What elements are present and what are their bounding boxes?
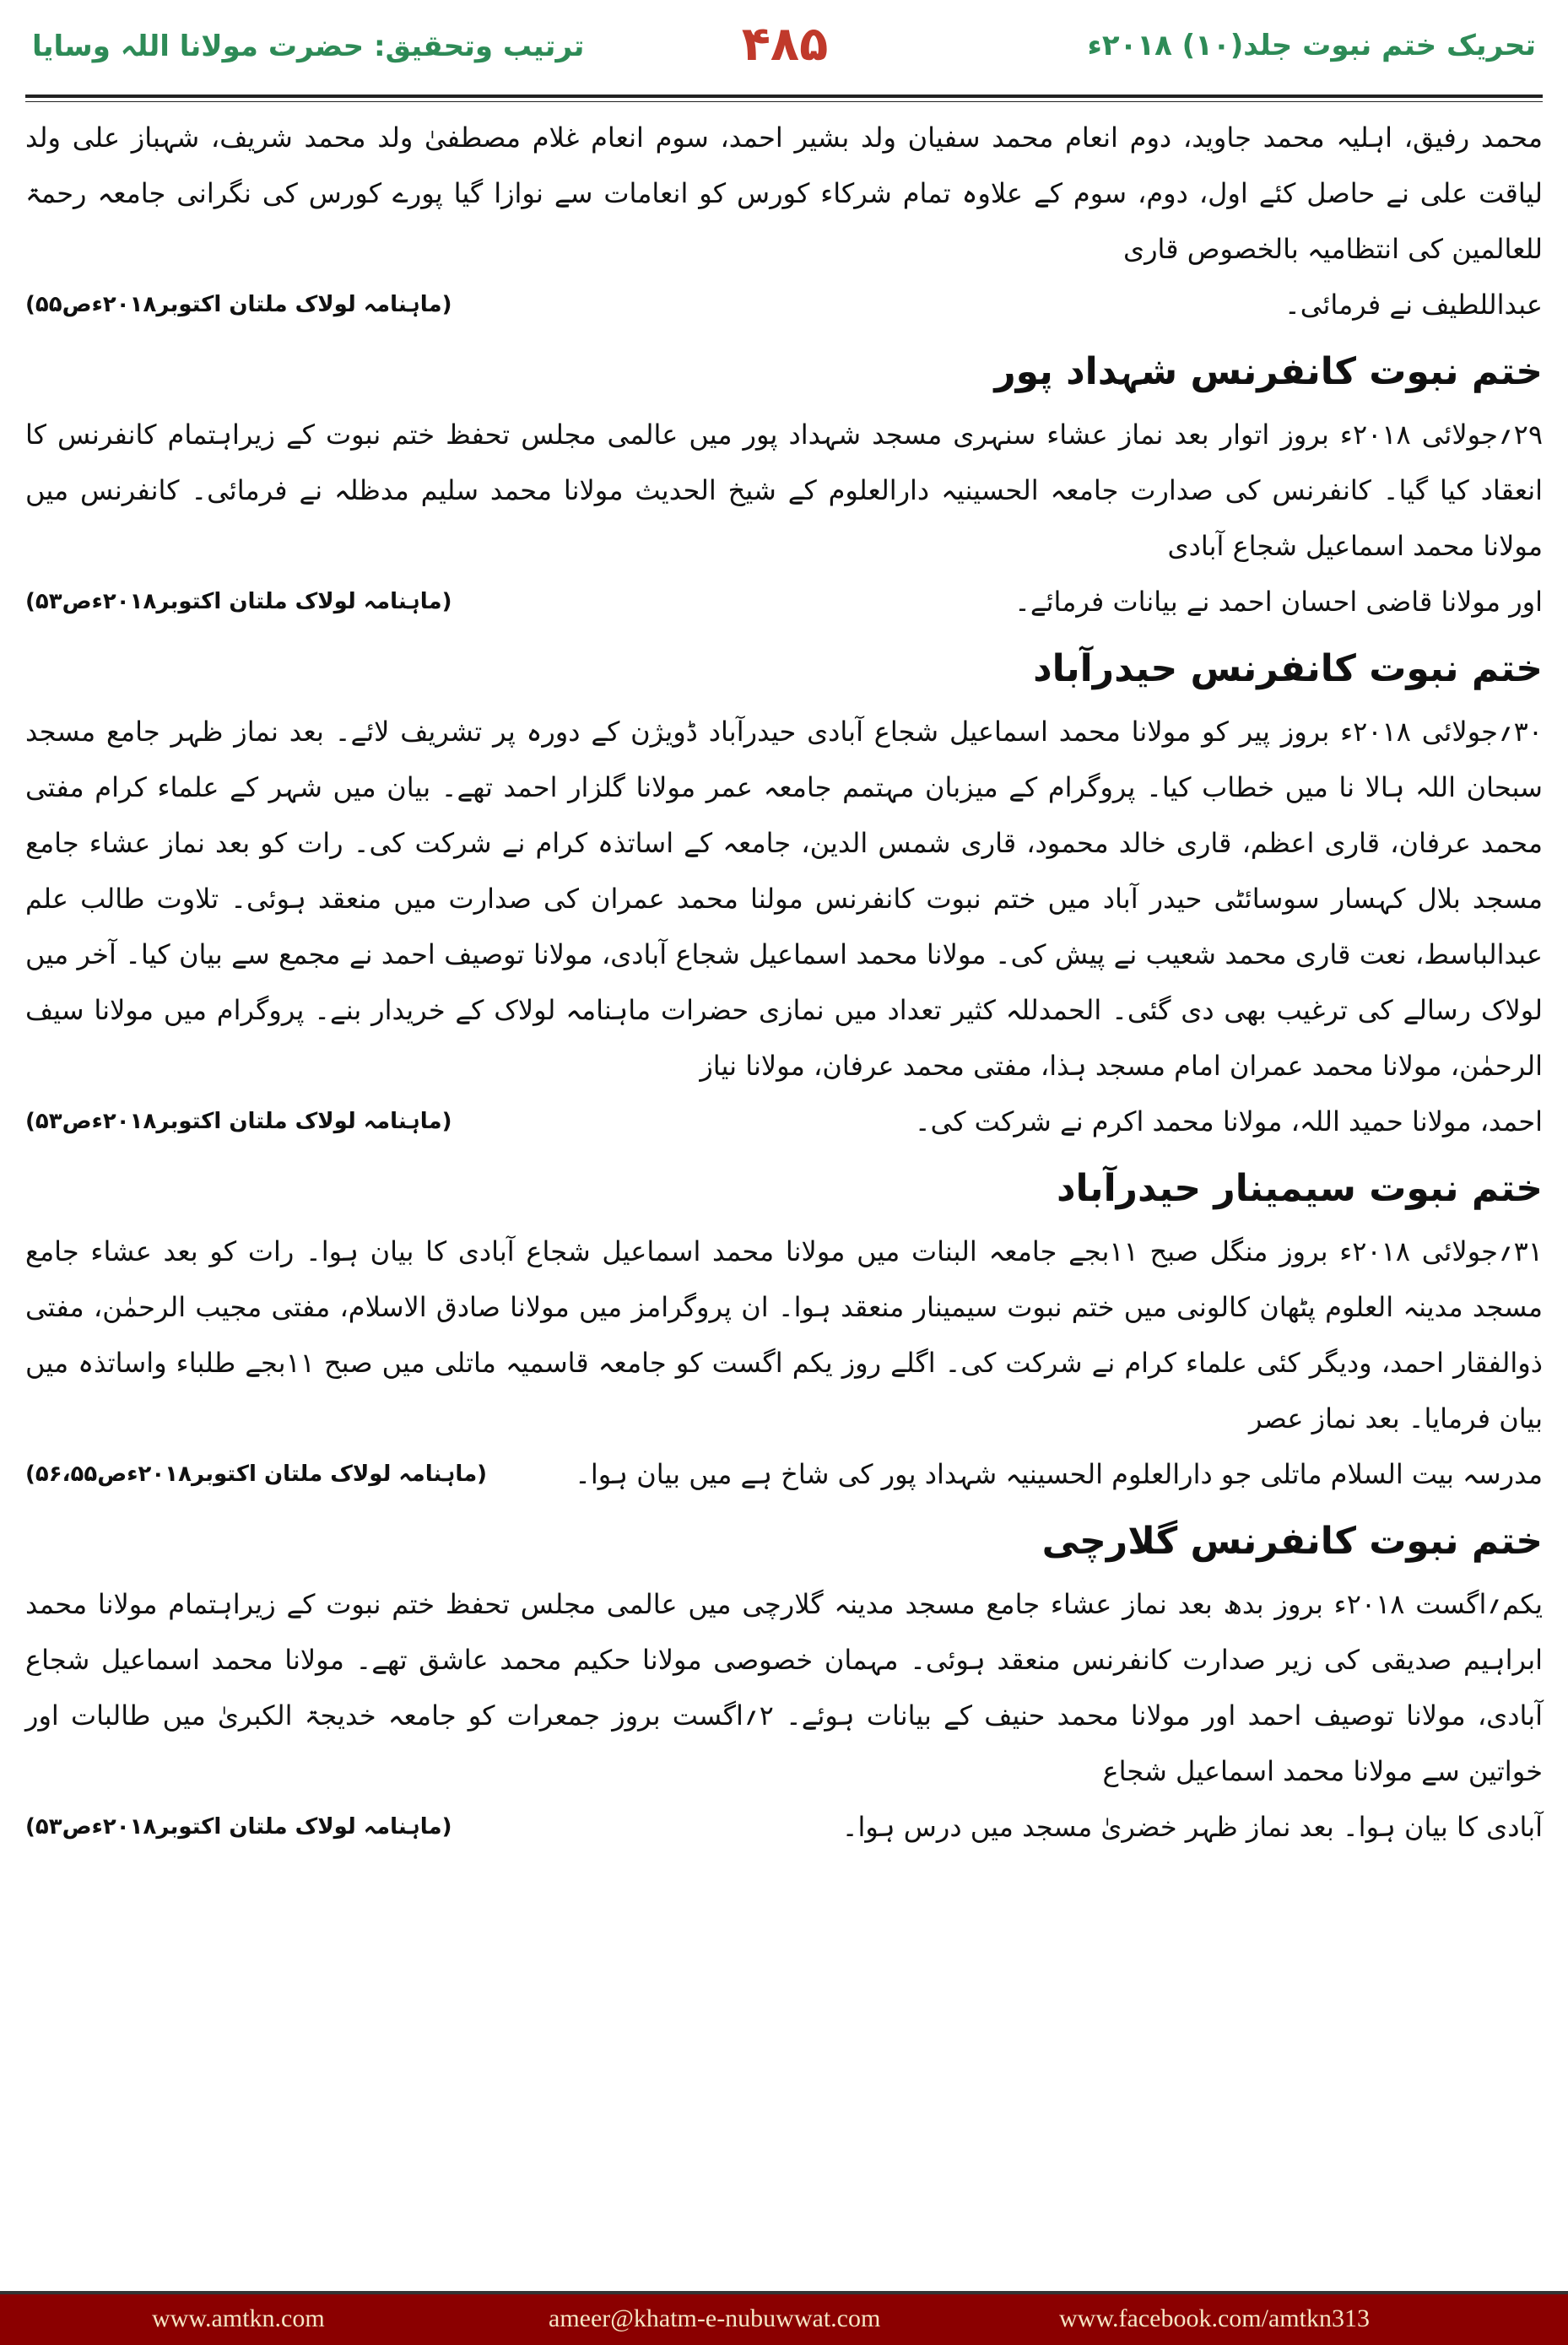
section-paragraph: یکم؍اگست ۲۰۱۸ء بروز بدھ بعد نماز عشاء جامع مسجد مدینہ گلارچی میں عالمی مجلس تحفظ ختم نبوت کے زیراہتمام مولانا محمد ابراہیم صدیقی کی زیر صدارت کانفرنس منعقد ہوئی۔ مہمان خصوصی مولانا حکیم محمد عاشق تھے۔ مولانا محمد اسماعیل شجاع آبادی، مولانا توصیف احمد اور مولانا محمد حنیف کے بیانات ہوئے۔ ۲؍اگست بروز جمعرات کو جامعہ خدیجۃ الکبریٰ میں طالبات اور خواتین سے مولانا محمد اسماعیل شجاع [25,1588,1544,1787]
email-link[interactable]: ameer@khatm-e-nubuwwat.com [549,2304,881,2332]
paragraph-end: اور مولانا قاضی احسان احمد نے بیانات فرمائے۔ [1014,586,1543,618]
section-heading: ختم نبوت کانفرنس حیدرآباد [1033,647,1543,690]
header-divider [25,95,1543,98]
section-last-line [25,1094,1543,1149]
website-link[interactable]: www.amtkn.com [152,2304,325,2332]
section-last-line [25,1446,1543,1502]
compiler-credit: ترتیب وتحقیق: حضرت مولانا اللہ وسایا [32,30,585,63]
section-last-line [25,1799,1543,1855]
paragraph-end: آبادی کا بیان ہوا۔ بعد نماز ظہر خضریٰ مسجد میں درس ہوا۔ [841,1811,1543,1843]
source-reference: (ماہنامہ لولاک ملتان اکتوبر۲۰۱۸ءص۵۳) [25,1814,452,1840]
facebook-link[interactable]: www.facebook.com/amtkn313 [1059,2304,1370,2332]
intro-last-line [25,277,1543,332]
source-reference: (ماہنامہ لولاک ملتان اکتوبر۲۰۱۸ءص۵۶،۵۵) [25,1462,488,1487]
header-divider-thin [25,101,1543,102]
series-title: تحریک ختم نبوت جلد(۱۰) ۲۰۱۸ء [1087,29,1536,62]
section-paragraph: ۲۹؍جولائی ۲۰۱۸ء بروز اتوار بعد نماز عشاء سنہری مسجد شہداد پور میں عالمی مجلس تحفظ ختم نبوت کے زیراہتمام کانفرنس کا انعقاد کیا گیا۔ کانفرنس کی صدارت جامعہ الحسینیہ دارالعلوم کے شیخ الحدیث مولانا محمد سلیم مدظلہ نے فرمائی۔ کانفرنس میں مولانا محمد اسماعیل شجاع آبادی [25,419,1544,562]
page-number: ۴۸۵ [741,17,829,72]
page-footer [0,2291,1568,2345]
section-heading: ختم نبوت کانفرنس شہداد پور [994,350,1543,393]
paragraph-end: مدرسہ بیت السلام ماتلی جو دارالعلوم الحسینیہ شہداد پور کی شاخ ہے میں بیان ہوا۔ [575,1458,1543,1490]
paragraph-end: عبداللطیف نے فرمائی۔ [1284,289,1543,321]
article-body [25,110,1543,1855]
source-reference: (ماہنامہ لولاک ملتان اکتوبر۲۰۱۸ءص۵۳) [25,1109,452,1134]
section-paragraph: ۳۰؍جولائی ۲۰۱۸ء بروز پیر کو مولانا محمد اسماعیل شجاع آبادی حیدرآباد ڈویژن کے دورہ پر تشریف لائے۔ بعد نماز ظہر جامع مسجد سبحان اللہ ہالا نا میں خطاب کیا۔ پروگرام کے میزبان مہتمم جامعہ عمر مولانا گلزار احمد تھے۔ بیان میں شہر کے علماء کرام مفتی محمد عرفان، قاری اعظم، قاری خالد محمود، قاری شمس الدین، جامعہ کے اساتذہ کرام نے شرکت کی۔ رات کو بعد نماز عشاء جامع مسجد بلال کہسار سوسائٹی حیدر آباد میں ختم نبوت کانفرنس مولنا محمد عمران کی صدارت میں منعقد ہوئی۔ تلاوت طالب علم عبدالباسط، نعت قاری محمد شعیب نے پیش کی۔ مولانا محمد اسماعیل شجاع آبادی، مولانا توصیف احمد نے مجمع سے بیان کیا۔ آخر میں لولاک رسالے کی ترغیب بھی دی گئی۔ الحمدللہ کثیر تعداد میں نمازی حضرات ماہنامہ لولاک کے خریدار بنے۔ پروگرام میں مولانا سیف الرحمٰن، مولانا محمد عمران امام مسجد ہذا، مفتی محمد عرفان، مولانا نیاز [25,716,1544,1082]
section-heading: ختم نبوت کانفرنس گلارچی [1041,1520,1543,1563]
section-last-line [25,574,1543,629]
source-reference: (ماہنامہ لولاک ملتان اکتوبر۲۰۱۸ءص۵۳) [25,589,452,614]
intro-paragraph: محمد رفیق، اہلیہ محمد جاوید، دوم انعام محمد سفیان ولد بشیر احمد، سوم انعام غلام مصطفیٰ ولد محمد شریف، شہباز علی ولد لیاقت علی نے حاصل کئے اول، دوم، سوم کے علاوہ تمام شرکاء کورس کو انعامات سے نوازا گیا پورے کورس کی نگرانی جامعہ رحمۃ للعالمین کی انتظامیہ بالخصوص قاری [25,122,1544,265]
paragraph-end: احمد، مولانا حمید اللہ، مولانا محمد اکرم نے شرکت کی۔ [914,1105,1543,1137]
section-heading: ختم نبوت سیمینار حیدرآباد [1056,1167,1543,1210]
page-header [0,0,1568,101]
source-reference: (ماہنامہ لولاک ملتان اکتوبر۲۰۱۸ءص۵۵) [25,292,452,317]
section-paragraph: ۳۱؍جولائی ۲۰۱۸ء بروز منگل صبح ۱۱بجے جامعہ البنات میں مولانا محمد اسماعیل شجاع آبادی کا بیان ہوا۔ رات کو بعد عشاء جامع مسجد مدینہ العلوم پٹھان کالونی میں ختم نبوت سیمینار منعقد ہوا۔ ان پروگرامز میں مولانا صادق الاسلام، مفتی مجیب الرحمٰن، مفتی ذوالفقار احمد، ودیگر کئی علماء کرام نے شرکت کی۔ اگلے روز یکم اگست کو جامعہ قاسمیہ ماتلی میں صبح ۱۱بجے طلباء واساتذہ میں بیان فرمایا۔ بعد نماز عصر [25,1235,1544,1435]
